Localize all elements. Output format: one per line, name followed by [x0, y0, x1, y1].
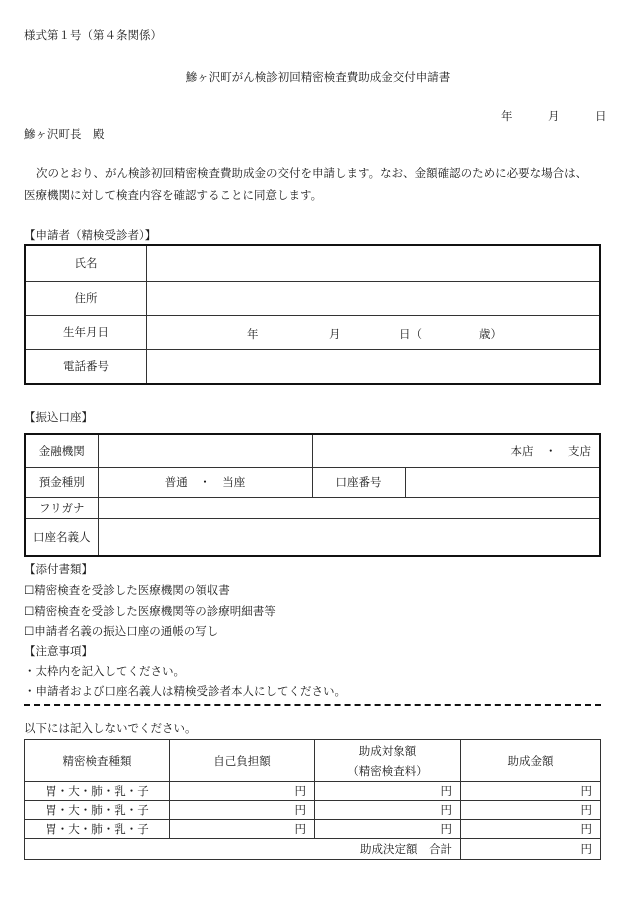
- note-item-1: ・太枠内を記入してください。: [24, 664, 185, 678]
- header-subsidy-target: [315, 740, 461, 782]
- addressee: 鰺ヶ沢町長 殿: [24, 127, 105, 141]
- form-number: 様式第１号（第４条関係）: [24, 28, 162, 42]
- birth-label: 生年月日: [25, 315, 147, 349]
- account-number-label: 口座番号: [312, 467, 405, 497]
- birth-month: 月: [329, 326, 341, 341]
- holder-label: 口座名義人: [25, 518, 98, 556]
- target-cell: 円: [315, 782, 461, 801]
- amount-cell: 円: [461, 801, 601, 820]
- exam-type: 胃・大・肺・乳・子: [25, 820, 170, 839]
- cut-line: [24, 704, 601, 706]
- total-label: 助成決定額 合計: [25, 839, 461, 860]
- institution-label: 金融機関: [25, 434, 98, 467]
- bank-table: [24, 433, 601, 557]
- total-amount-cell: 円: [461, 839, 601, 860]
- notes-heading: 【注意事項】: [24, 644, 93, 658]
- account-number-field[interactable]: [405, 467, 600, 497]
- name-label: 氏名: [25, 245, 147, 281]
- birth-year: 年: [247, 326, 259, 341]
- table-row: [25, 801, 601, 820]
- phone-label: 電話番号: [25, 349, 147, 384]
- header-type: 精密検査種類: [25, 740, 170, 782]
- table-row: [25, 782, 601, 801]
- date-month: 月: [548, 109, 560, 123]
- self-pay-cell: 円: [170, 820, 315, 839]
- applicant-heading: 【申請者（精検受診者）】: [24, 228, 157, 242]
- target-cell: 円: [315, 820, 461, 839]
- table-row: [25, 820, 601, 839]
- furigana-label: フリガナ: [25, 497, 98, 518]
- amount-cell: 円: [461, 782, 601, 801]
- institution-field[interactable]: [98, 434, 312, 467]
- exam-type: 胃・大・肺・乳・子: [25, 801, 170, 820]
- header-subsidy-target-line1: 助成対象額: [358, 743, 417, 758]
- name-field[interactable]: [147, 245, 601, 281]
- attachment-item-statement[interactable]: ☐精密検査を受診した医療機関等の診療明細書等: [24, 604, 276, 618]
- self-pay-cell: 円: [170, 782, 315, 801]
- branch-options[interactable]: 本店 ・ 支店: [312, 434, 600, 467]
- header-subsidy-amount: 助成金額: [461, 740, 601, 782]
- attachments-heading: 【添付書類】: [24, 562, 93, 576]
- date-year: 年: [501, 109, 513, 123]
- intro-line-2: 医療機関に対して検査内容を確認することに同意します。: [24, 188, 323, 202]
- attachment-item-receipt[interactable]: ☐精密検査を受診した医療機関の領収書: [24, 583, 230, 597]
- birth-age: 歳）: [479, 326, 502, 341]
- deposit-type-label: 預金種別: [25, 467, 98, 497]
- intro-line-1: 次のとおり、がん検診初回精密検査費助成金の交付を申請します。なお、金額確認のために必要な場合は、: [36, 166, 588, 180]
- birth-field[interactable]: [147, 315, 601, 349]
- target-cell: 円: [315, 801, 461, 820]
- attachment-item-passbook[interactable]: ☐申請者名義の振込口座の通帳の写し: [24, 624, 219, 638]
- office-instruction: 以下には記入しないでください。: [24, 721, 197, 735]
- applicant-table: [24, 244, 601, 385]
- self-pay-cell: 円: [170, 801, 315, 820]
- bank-heading: 【振込口座】: [24, 410, 93, 424]
- furigana-field[interactable]: [98, 497, 600, 518]
- exam-type: 胃・大・肺・乳・子: [25, 782, 170, 801]
- total-row: [25, 839, 601, 860]
- address-label: 住所: [25, 281, 147, 315]
- note-item-2: ・申請者および口座名義人は精検受診者本人にしてください。: [24, 684, 346, 698]
- address-field[interactable]: [147, 281, 601, 315]
- header-subsidy-target-line2: （精密検査料）: [347, 763, 428, 778]
- birth-day: 日（: [399, 326, 422, 341]
- date-day: 日: [595, 109, 607, 123]
- document-title: 鰺ヶ沢町がん検診初回精密検査費助成金交付申請書: [185, 70, 451, 84]
- phone-field[interactable]: [147, 349, 601, 384]
- holder-field[interactable]: [98, 518, 600, 556]
- office-table: [24, 739, 601, 860]
- header-self-pay: 自己負担額: [170, 740, 315, 782]
- amount-cell: 円: [461, 820, 601, 839]
- deposit-type-options[interactable]: 普通 ・ 当座: [98, 467, 312, 497]
